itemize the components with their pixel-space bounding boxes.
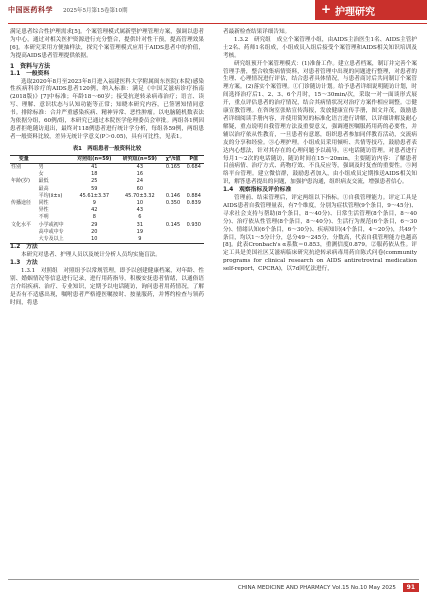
page-footer bbox=[0, 583, 419, 592]
plus-icon: + bbox=[321, 2, 332, 16]
table-row bbox=[10, 193, 204, 200]
table-cell bbox=[183, 178, 204, 185]
table-cell bbox=[163, 229, 184, 236]
journal-name: 中国医药科学 bbox=[8, 5, 53, 14]
table-cell: 传播途径 bbox=[11, 200, 32, 206]
table-cell: 0.930 bbox=[186, 221, 201, 228]
table-cell bbox=[10, 214, 38, 221]
table-cell bbox=[163, 207, 184, 214]
section-title: 护理研究 bbox=[335, 7, 375, 18]
table-cell: 0.165 bbox=[165, 163, 181, 170]
section-tag bbox=[315, 0, 427, 20]
table-row bbox=[10, 214, 204, 221]
table-row bbox=[10, 186, 204, 193]
intro-paragraph: 满足患者综合性护理需求[5]。个案管理模式属新型护理管理方案，强调以患者为中心，通过对相关医护资源进行充分整合，提供针对性干预，提高管理效果[6]。本研究采用方便抽样法，探究个案管理模式应用于AIDS患者中的价值，为提高AIDS患者管理提供依据。 bbox=[10, 29, 204, 59]
table-cell: 不明 bbox=[38, 214, 49, 221]
page-header bbox=[0, 0, 427, 26]
indicators-paragraph: 管理前、结束管理后，评定两组以下指标。①自我管理能力。评定工具是AIDS患者自我管理量表，有7个维度，分别为症状管理(9个条目，9～45分)、寻求社会支持与帮助(8个条目，8～40分)、日常生活管理(8个条目，8～40分)、治疗依从性管理(8个条目，8～40分)、生活行为规范(6个条目，6～30分)、情绪认知(6个条目，6～30分)、疾病知识(4个条目，4～20分)，共49个条目，均以1～5分计分，总分49～245分，分数高，代表自我管理能力也越高[8]。此表Cronbach's α系数＝0.853，重测信度0.879。②服药依从性。评定工具是美国社区艾滋病临床研究抗逆转录病毒用药自陈式问卷(community programs for clinical research on AIDS antiretroviral medication self-report，CPCRA)，以7d回忆法进行， bbox=[223, 195, 417, 273]
table-cell: 异性 bbox=[38, 207, 49, 214]
subsection-heading-indicators: 1.4 观察指标及评价标准 bbox=[223, 187, 292, 194]
table-cell: 19 bbox=[136, 228, 144, 235]
table-cell: 41 bbox=[91, 163, 98, 170]
table-cell: 6 bbox=[138, 214, 142, 221]
header-divider bbox=[8, 23, 427, 24]
issue-info: 2025年5月第15卷第10期 bbox=[63, 8, 128, 14]
table-cell: 10 bbox=[72, 236, 118, 244]
subsection-heading-method-detail: 1.3 方法 bbox=[10, 260, 38, 267]
table-header-cell: 对照组(n=59) bbox=[72, 155, 118, 163]
table-cell: 大专及以上 bbox=[38, 236, 72, 244]
table-cell bbox=[163, 186, 184, 193]
table-cell: 平均(x̄±s) bbox=[38, 192, 63, 199]
table-cell: 24 bbox=[136, 178, 144, 185]
table-row bbox=[10, 236, 204, 244]
table-cell: 0.839 bbox=[186, 200, 201, 206]
table-cell bbox=[163, 236, 184, 244]
left-column bbox=[10, 29, 204, 307]
table-header-cell: χ²/t值 bbox=[163, 155, 184, 163]
table-row bbox=[10, 229, 204, 236]
page-number: 91 bbox=[403, 583, 419, 592]
subsection-heading-method: 1.2 方法 bbox=[10, 244, 38, 251]
table-cell bbox=[10, 193, 38, 200]
table-cell: 45.61±3.37 bbox=[79, 192, 110, 199]
table-cell: 16 bbox=[136, 171, 144, 178]
table-cell bbox=[183, 171, 204, 178]
table-cell bbox=[10, 236, 38, 244]
table-cell: 0.350 bbox=[165, 200, 181, 206]
method-paragraph: 本研究对患者、护理人员以及统计分析人员均实施盲法。 bbox=[21, 252, 161, 259]
table-cell: 最低 bbox=[38, 178, 49, 185]
table-body bbox=[10, 163, 204, 243]
table-title: 表1 两组患者一般资料比较 bbox=[72, 145, 142, 152]
table-cell: 43 bbox=[136, 163, 144, 170]
table-header-cell: P值 bbox=[183, 155, 204, 163]
general-data-paragraph: 选取2020年8月至2023年8月进入福建医科大学附属闽东医院(本院)感染性疾病科诊疗的AIDS患者120例，纳入标准：满足《中国艾滋病诊疗指南(2018版)》[7]中标准；年龄18～60岁；接受抗逆转录病毒治疗；语言、读写、理解、意识状态与认知功能等正常；知晓本研究内容，已签署知情同意书。排除标准：合并严重感染疾病、精神异常、恶性肿瘤。以电脑随机数表法为依据分组，60例/组，本研究已通过本院医学伦理委员会审批。两组各1例因患者拒绝随访退出，最终对118例患者进行统计学分析，每组各59例，两组患者一般资料比较，差异无统计学意义(P＞0.05)，具有可比性，见表1。 bbox=[10, 78, 204, 140]
table-cell: 同性 bbox=[38, 200, 49, 206]
table-cell: 9 bbox=[92, 200, 96, 206]
table-cell: 高中或中专 bbox=[38, 228, 64, 235]
table-cell bbox=[10, 186, 38, 193]
table-cell: 0.884 bbox=[186, 192, 201, 199]
table-cell: 最高 bbox=[38, 185, 49, 192]
table-cell: 25 bbox=[91, 178, 98, 185]
table-cell: 10 bbox=[136, 200, 144, 206]
table-cell bbox=[10, 229, 38, 236]
table-cell: 45.70±3.32 bbox=[125, 192, 155, 199]
table-cell: 0.145 bbox=[165, 221, 181, 228]
table-cell: 文化水平 bbox=[11, 221, 32, 228]
table-cell: 42 bbox=[91, 207, 98, 214]
table-cell: 9 bbox=[117, 236, 163, 244]
demographics-table bbox=[10, 155, 204, 244]
table-cell bbox=[183, 214, 204, 221]
table-row bbox=[10, 178, 204, 185]
table-cell: 年龄(岁) bbox=[11, 178, 30, 185]
case-management-paragraph: 研究组预开个案管理模式：(1)准备工作。建立患者档案，制订并完善个案管理手册，整合收集病情资料，对患者管理中出现的问题进行整理，对患者的生理、心理情况进行评估，结合患者具体情况，与患者商讨后共同制订个案管理方案。(2)落实个案管理。①门诊随访计划。给予患者详细说明随访计划，时间选择治疗后1、2、3、6个月时，15～30min/次，采取一对一面谈形式展开，重点评估患者的治疗情况，结合其病情状况对治疗方案作相应调整。②健康宣教管理。在咨询室张贴宣传海报，发放健康宣传手册，图文并茂，鼓励患者详细阅读手册内容，并使用简短的标准化语言进行讲解，以详细讲解及耐心解疑，重点说明自我管理方法及重要意义，强调遵医嘱服药用药的必要性，并辅以治疗依从性教育，一旦患者有意愿，组织患者参加同伴教育活动，交流病友的分享和经验。③心理护理。小组成员采用倾听、共情等技巧，鼓励患者表达内心想法，针对其存在的心理问题予以疏导。④电话随访管理。对患者进行每月1～2次的电话随访，随访时间在15～20min，主要随访内容：了解患者目前病情、治疗方式、药物疗效、不良反应等，强调及时复查的重要性。⑤网络平台管理。建立微信群，鼓励患者加入，由小组成员定期推送AIDS相关知识，解答患者提出的问题，加强护患沟通，组织病友交流，增强患者信心。 bbox=[223, 60, 417, 186]
table-cell: 女 bbox=[38, 171, 44, 178]
table-cell: 8 bbox=[92, 214, 96, 221]
table-cell bbox=[163, 171, 184, 178]
continuation-paragraph: 者最新检查结果详细告知。 bbox=[223, 29, 291, 35]
table-cell: 20 bbox=[91, 228, 98, 235]
table-cell: 29 bbox=[91, 221, 98, 228]
table-cell: 性别 bbox=[11, 163, 22, 170]
table-cell bbox=[163, 178, 184, 185]
right-column bbox=[223, 29, 417, 274]
table-cell: 59 bbox=[91, 185, 98, 192]
table-cell: 小学或初中 bbox=[38, 221, 64, 228]
section-heading-methods: 1 资料与方法 bbox=[10, 62, 51, 70]
table-row bbox=[10, 222, 204, 229]
table-cell bbox=[163, 214, 184, 221]
table-cell: 0.146 bbox=[165, 192, 181, 199]
table-cell: 0.684 bbox=[186, 163, 201, 170]
table-cell bbox=[183, 207, 204, 214]
table-cell bbox=[183, 229, 204, 236]
table-header-cell: 变量 bbox=[10, 155, 38, 163]
table-cell bbox=[183, 236, 204, 244]
control-group-paragraph: 1.3.1 对照组 对照组予以常规管理，即予以创建健康档案，对年龄、性别、婚姻情况等信息进行记录，进行用药指导，积极安抚患者情绪，以通俗语言介绍疾病、治疗、专业知识，定期予以电话随访，询问患者用药情况，了解是否有不适感出现，嘱咐患者严格遵医嘱按时、按量服药，并博约检查与领药时间，将患 bbox=[10, 267, 204, 306]
table-cell: 18 bbox=[91, 171, 98, 178]
subsection-heading-general: 1.1 一般资料 bbox=[10, 70, 50, 77]
table-cell: 31 bbox=[136, 221, 144, 228]
table-cell: 60 bbox=[136, 185, 144, 192]
footer-divider bbox=[8, 579, 419, 580]
table-cell: 男 bbox=[38, 163, 44, 170]
table-cell bbox=[183, 186, 204, 193]
table-header-cell bbox=[38, 155, 72, 163]
table-cell: 43 bbox=[136, 207, 144, 214]
table-header-cell: 研究组(n=59) bbox=[117, 155, 163, 163]
table-cell bbox=[10, 207, 38, 214]
study-group-paragraph: 1.3.2 研究组 成立个案管理小组，由AIDS主治医生1名、AIDS主管护士2名、药师1名组成，小组成员入组后接受个案管理和AIDS相关知识培训及考核。 bbox=[223, 36, 417, 59]
journal-english-name: CHINA MEDICINE AND PHARMACY Vol.15 No.10 May 2025 bbox=[237, 585, 396, 591]
